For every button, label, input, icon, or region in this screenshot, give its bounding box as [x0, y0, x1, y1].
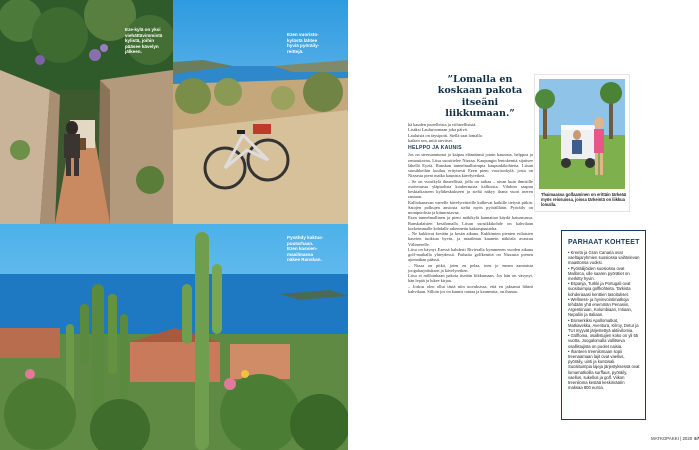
box-item: • Espanja, Turkki ja Portugali ovat suosituimpia golfkohteita. Tarkista kohderaaasi kenttien tasoitukset.: [568, 281, 631, 297]
box-item: • Kreeta ja Gran Canaria ovat vaeltajaryhmien suosiossa vaihtelevan maastonsa vuoksi.: [568, 250, 640, 266]
page-footer: [651, 436, 699, 441]
bike-caption: Ezen vuoristo- kylästä lähtee hyviä pyöräily- reittejä.: [287, 32, 320, 54]
article-paragraph: – Nizza on pitkä, joten en pelaa, teen jo ennen aamiaista joogaharjoituksen ja kävelyretken.: [408, 262, 533, 273]
village-caption: Eze-kylä on yksi viehättävimmistä kylistä, joihin pääsee kävelyn jälkeen.: [125, 27, 163, 55]
article-paragraph: Ezen tunnelmallinen ja pieni mäkikylä kannattaa käydä katsomassa. Ranskalaisten kesälomalla Liisan suosikkikohde on kahvilaan korkeimmalle kohdalle rakennettu kaktuspuutarha.: [408, 215, 533, 231]
box-item: • Golfloma, osallistujien koko on yli 55 vuotta. Joogalomalla vallitseva osallistujista on puolet naisia.: [568, 333, 639, 349]
article-paragraph: Jos on stressaantunut ja kaipaa elämäänsä jotain kaunista, helppoa ja rentouttavaa, Liisa suosittelee Nizzaa. Kaupungin lentokenttä sijaitsee lähellä Eyziä. Ranskan tunnelmallisimpia kaupunkikohteita. Liisan suosikkeihin kuuluu erityisesti Ezen pieni vuoristokylä, josta on Nizzasta pieni matka kaunista kävelyretkeä.: [408, 152, 533, 179]
intro-line: Lisäksi Lauluroomaan joka päivä.: [408, 127, 468, 133]
article-paragraph: – Ne kukkivat kevään ja kesän aikana. Kukkimien pienien erilaisten kasvien tuoksuu hyvin, ja maailman kaunein näköala avautuu Välimerelle.: [408, 231, 533, 247]
article-paragraph: Liisa on käynyt Ezessä kahdesti Rivieralla kymmenen vuoden aikana golf-matkalla yhteydessä. Parhaita golfkenttiä on Nizzasta pienen ajomatkan päässä.: [408, 246, 533, 263]
intro-line: Lauluista on täysipotti. Siellä saat lomalla: [408, 132, 482, 138]
page-number: 67: [694, 436, 699, 441]
section-heading: HELPPO JA KAUNIS: [408, 145, 462, 151]
intro-line: kaiken sen, mitä tarvitset.: [408, 137, 453, 143]
golf-photo: [539, 79, 625, 189]
box-item: • Esimerkiksi Apollomatkat, Matkavekka, Aventura, Kilroy, Detur ja TUI myyvät järjestettyä aktiivilomia.: [568, 317, 639, 334]
magazine-name: MATKOPAKKI | 2020: [651, 436, 693, 441]
golf-photo-card: [534, 74, 630, 212]
right-page: [348, 0, 699, 450]
article-paragraph: – Joskus olen ollut tästä niin uuvuksissa, että en jaksanut lähteä kahvilaan. Silloin jos on kaunis rantaa ja kauneutta, on ihanaa.: [408, 283, 533, 294]
cactus-caption: Pysähdy kaktus- puutarhaan. Ezen kasvien- maailmassa näkee Ranskan.: [287, 235, 324, 263]
article-paragraph: Liisa ei milloinkaan pakota itseään liikkumaan. Jos hän on väsynyt, hän lepää ja lukee kirjaa.: [408, 273, 533, 284]
intro-line: kä kauden juurelleista ja viihteellisistä.: [408, 122, 477, 127]
bike-photo: [173, 0, 348, 224]
box-title: PARHAAT KOHTEET: [568, 239, 640, 246]
article-paragraph: Kalliokanavan varrelle kävelyreitteille kulkevat kaikille tietysti pitkin. Satojen polkujen ansiosta sieltä myös pyöräillään. Pyöräily on monipuolista ja kiinnostavaa.: [408, 199, 533, 215]
box-item: • Wellness- ja hyvinvointimatkoja tehdään yhä enemmän Penaniin, Argentiinaan, Kolumbiaan, Intiaan, Nepaliin ja Italiaan.: [568, 296, 633, 318]
top-destinations-box: [561, 230, 646, 420]
article-paragraph: – Se on vuorikylä ihmeellistä, jolla on taikaa – aivan kuin ihmisille osoitetuista yläpuolista koukerasista kallioista. Vihdoin saapuu keskiaikaiseen kyläkeskukseen ja sieltä näkyy ihana vuori meren rantaan.: [408, 178, 533, 200]
box-item: • Ihanteen treenilomaan sopii treenaamaan lajit ovat vaellus, pyöräily, uinti ja kuntosali. Suosituimpia lajeja järjestyksessä ovat lomamatkoilla surffaus, pyöräily, vaellus, sukellus ja golf. Viikon treeniloma kestää keskimäärin maksaa 800 euroa.: [568, 348, 640, 391]
box-item: • Pyöräilijöiden suosiossa ovat Mallorca, ulle saaren pyörätiet on merkitty hyvin.: [568, 265, 630, 282]
pull-quote: ”Lomalla en koskaan pakota itseäni liikkumaan.”: [437, 74, 523, 120]
article-column: [408, 122, 533, 294]
golf-caption: Thaimaassa golfaaminen on erittäin tärkeää myös reissuissa, joissa tärkeintä on liikkua lomalla.: [541, 192, 627, 207]
